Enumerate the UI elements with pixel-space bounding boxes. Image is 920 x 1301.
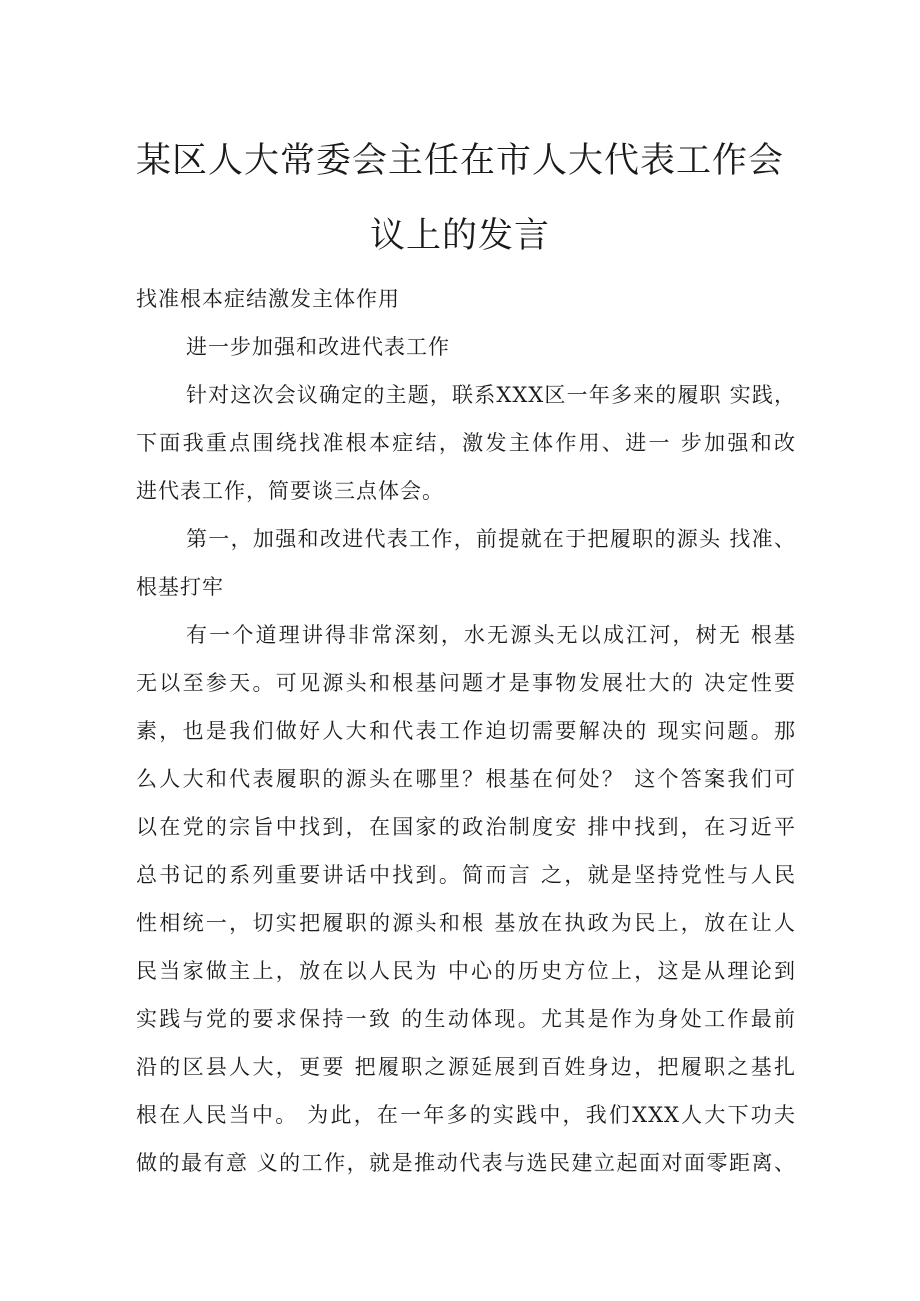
paragraph-line: 素，也是我们做好人大和代表工作迫切需要解决的 现实问题。那 [136,719,796,743]
paragraph-line: 进代表工作，简要谈三点体会。 [136,479,444,503]
section-heading-line: 根基打牢 [136,575,224,599]
paragraph-line: 针对这次会议确定的主题，联系XXX区一年多来的履职 实践， [186,383,796,407]
document-title-line-1: 某区人大常委会主任在市人大代表工作会 [135,141,784,181]
paragraph-line: 做的最有意 义的工作，就是推动代表与选民建立起面对面零距离、 [136,1151,796,1175]
paragraph-line: 沿的区县人大，更要 把履职之源延展到百姓身边，把履职之基扎 [136,1055,796,1079]
paragraph-line: 有一个道理讲得非常深刻，水无源头无以成江河，树无 根基 [186,623,796,647]
paragraph-line: 无以至参天。可见源头和根基问题才是事物发展壮大的 决定性要 [136,671,796,695]
document-title-line-2: 议上的发言 [369,216,550,256]
paragraph-line: 民当家做主上，放在以人民为 中心的历史方位上，这是从理论到 [136,959,796,983]
subtitle-line-1: 找准根本症结激发主体作用 [136,287,400,311]
paragraph-line: 么人大和代表履职的源头在哪里？根基在何处？ 这个答案我们可 [136,767,796,791]
paragraph-line: 实践与党的要求保持一致 的生动体现。尤其是作为身处工作最前 [136,1007,796,1031]
paragraph-line: 性相统一，切实把履职的源头和根 基放在执政为民上，放在让人 [136,911,796,935]
section-heading-line: 第一，加强和改进代表工作，前提就在于把履职的源头 找准、 [186,527,796,551]
paragraph-line: 以在党的宗旨中找到，在国家的政治制度安 排中找到，在习近平 [136,815,796,839]
paragraph-line: 下面我重点围绕找准根本症结，激发主体作用、进一 步加强和改 [136,431,796,455]
subtitle-line-2: 进一步加强和改进代表工作 [186,335,450,359]
paragraph-line: 总书记的系列重要讲话中找到。简而言 之，就是坚持党性与人民 [136,863,796,887]
paragraph-line: 根在人民当中。 为此，在一年多的实践中，我们XXX人大下功夫 [136,1103,796,1127]
